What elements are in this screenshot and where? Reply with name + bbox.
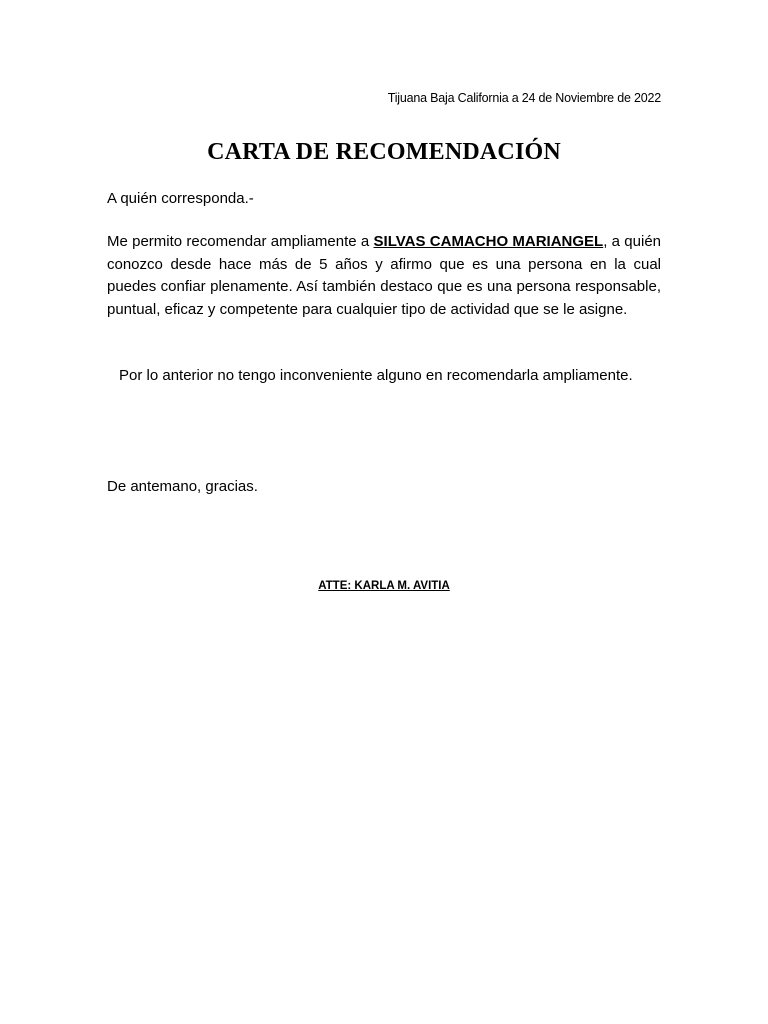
letter-title: CARTA DE RECOMENDACIÓN: [207, 139, 561, 165]
date-line: Tijuana Baja California a 24 de Noviembre de 2022: [387, 91, 661, 105]
greeting: A quién corresponda.-: [107, 190, 254, 207]
paragraph-body-text: , a quién conozco desde hace más de 5 años y afirmo que es una persona en la cual puedes confiar plenamente. Así también destaco que es una persona responsable, puntual, eficaz y competente para cualquier tipo de actividad que se le asigne.: [107, 233, 661, 318]
signature-line: ATTE: KARLA M. AVITIA: [318, 580, 450, 592]
closing-line: De antemano, gracias.: [107, 478, 258, 495]
recommended-person-name: SILVAS CAMACHO MARIANGEL: [373, 233, 604, 250]
paragraph-intro-text: Me permito recomendar ampliamente a: [107, 233, 374, 250]
conclusion-text: Por lo anterior no tengo inconveniente alguno en recomendarla ampliamente.: [119, 367, 633, 384]
recommendation-paragraph: [107, 231, 661, 321]
conclusion-paragraph: [107, 365, 661, 388]
